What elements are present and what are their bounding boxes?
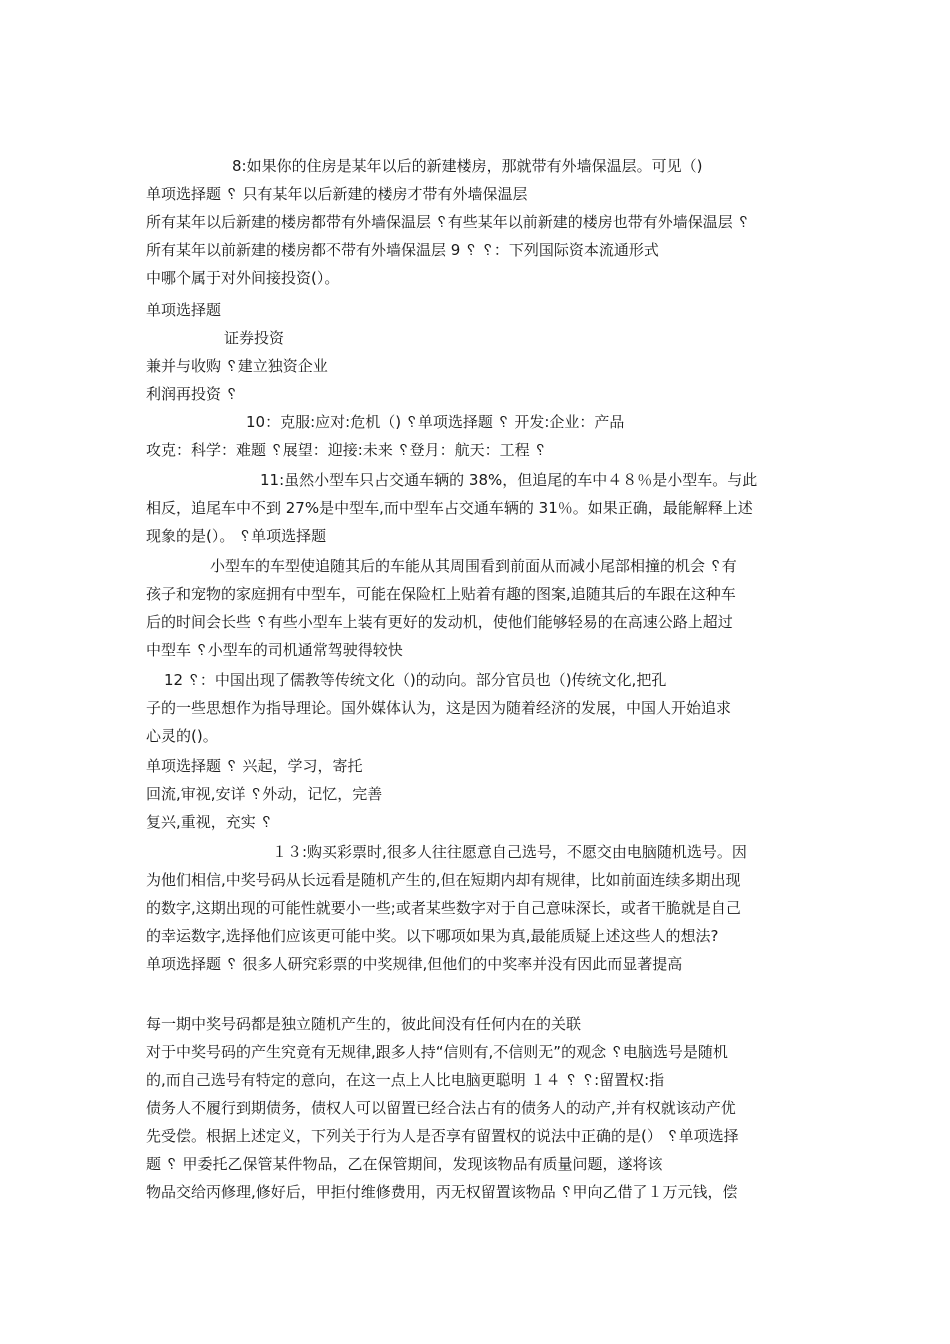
text-line: 的幸运数字,选择他们应该更可能中奖。以下哪项如果为真,最能质疑上述这些人的想法? — [146, 927, 719, 945]
text-line: 复兴,重视，充实 ␦ — [146, 813, 273, 831]
text-line: 利润再投资 ␦ — [146, 385, 238, 403]
text-line: 后的时间会长些 ␦有些小型车上装有更好的发动机，使他们能够轻易的在高速公路上超过 — [146, 613, 733, 631]
text-line: 兼并与收购 ␦建立独资企业 — [146, 357, 328, 375]
text-line: １３:购买彩票时,很多人往往愿意自己选号，不愿交由电脑随机选号。因 — [272, 843, 747, 861]
text-line: 现象的是(）。 ␦单项选择题 — [146, 527, 327, 545]
text-line: 的,而自己选号有特定的意向，在这一点上人比电脑更聪明 １４ ␦ ␦:留置权:指 — [146, 1071, 665, 1089]
text-line: 对于中奖号码的产生究竟有无规律,跟多人持“信则有,不信则无”的观念 ␦电脑选号是随机 — [146, 1043, 728, 1061]
text-line: 所有某年以后新建的楼房都带有外墙保温层 ␦有些某年以前新建的楼房也带有外墙保温层 ␦ — [146, 213, 750, 231]
text-line: 单项选择题 ␦ 兴起，学习，寄托 — [146, 757, 363, 775]
text-line: 单项选择题 ␦ 只有某年以后新建的楼房才带有外墙保温层 — [146, 185, 528, 203]
text-line: 相反，追尾车中不到 27%是中型车,而中型车占交通车辆的 31％。如果正确，最能解释上述 — [146, 499, 753, 517]
text-line: 为他们相信,中奖号码从长远看是随机产生的,但在短期内却有规律，比如前面连续多期出现 — [146, 871, 741, 889]
text-line: 心灵的()。 — [146, 727, 218, 745]
text-line: 子的一些思想作为指导理论。国外媒体认为，这是因为随着经济的发展，中国人开始追求 — [146, 699, 732, 717]
text-line: 的数字,这期出现的可能性就要小一些;或者某些数字对于自己意味深长，或者干脆就是自己 — [146, 899, 741, 917]
text-line: 物品交给丙修理,修好后，甲拒付维修费用，丙无权留置该物品 ␦甲向乙借了１万元钱，偿 — [146, 1183, 738, 1201]
text-line: 所有某年以前新建的楼房都不带有外墙保温层 9 ␦ ␦：下列国际资本流通形式 — [146, 241, 659, 259]
text-line: 攻克：科学：难题 ␦展望：迎接:未来 ␦登月：航天：工程 ␦ — [146, 441, 547, 459]
text-line: 先受偿。根据上述定义，下列关于行为人是否享有留置权的说法中正确的是(） ␦单项选择 — [146, 1127, 739, 1145]
text-line: 孩子和宠物的家庭拥有中型车，可能在保险杠上贴着有趣的图案,追随其后的车跟在这种车 — [146, 585, 736, 603]
text-line: 每一期中奖号码都是独立随机产生的，彼此间没有任何内在的关联 — [146, 1015, 582, 1033]
text-line: 小型车的车型使追随其后的车能从其周围看到前面从而减小尾部相撞的机会 ␦有 — [210, 557, 737, 575]
text-line: 单项选择题 ␦ 很多人研究彩票的中奖规律,但他们的中奖率并没有因此而显著提高 — [146, 955, 683, 973]
text-line: 题 ␦ 甲委托乙保管某件物品，乙在保管期间，发现该物品有质量问题，遂将该 — [146, 1155, 663, 1173]
text-line: 单项选择题 — [146, 301, 222, 319]
text-line: 10：克服:应对:危机（) ␦单项选择题 ␦ 开发:企业：产品 — [246, 413, 625, 431]
text-line: 证券投资 — [224, 329, 285, 347]
text-line: 12 ␦：中国出现了儒教等传统文化（)的动向。部分官员也（)传统文化,把孔 — [164, 671, 667, 689]
text-line: 回流,审视,安详 ␦外动，记忆，完善 — [146, 785, 383, 803]
text-line: 11:虽然小型车只占交通车辆的 38%，但追尾的车中４８％是小型车。与此 — [260, 471, 758, 489]
text-line: 债务人不履行到期债务，债权人可以留置已经合法占有的债务人的动产,并有权就该动产优 — [146, 1099, 736, 1117]
text-line: 中型车 ␦小型车的司机通常驾驶得较快 — [146, 641, 403, 659]
text-line: 中哪个属于对外间接投资(）。 — [146, 269, 340, 287]
text-line: 8:如果你的住房是某年以后的新建楼房，那就带有外墙保温层。可见（) — [232, 157, 703, 175]
